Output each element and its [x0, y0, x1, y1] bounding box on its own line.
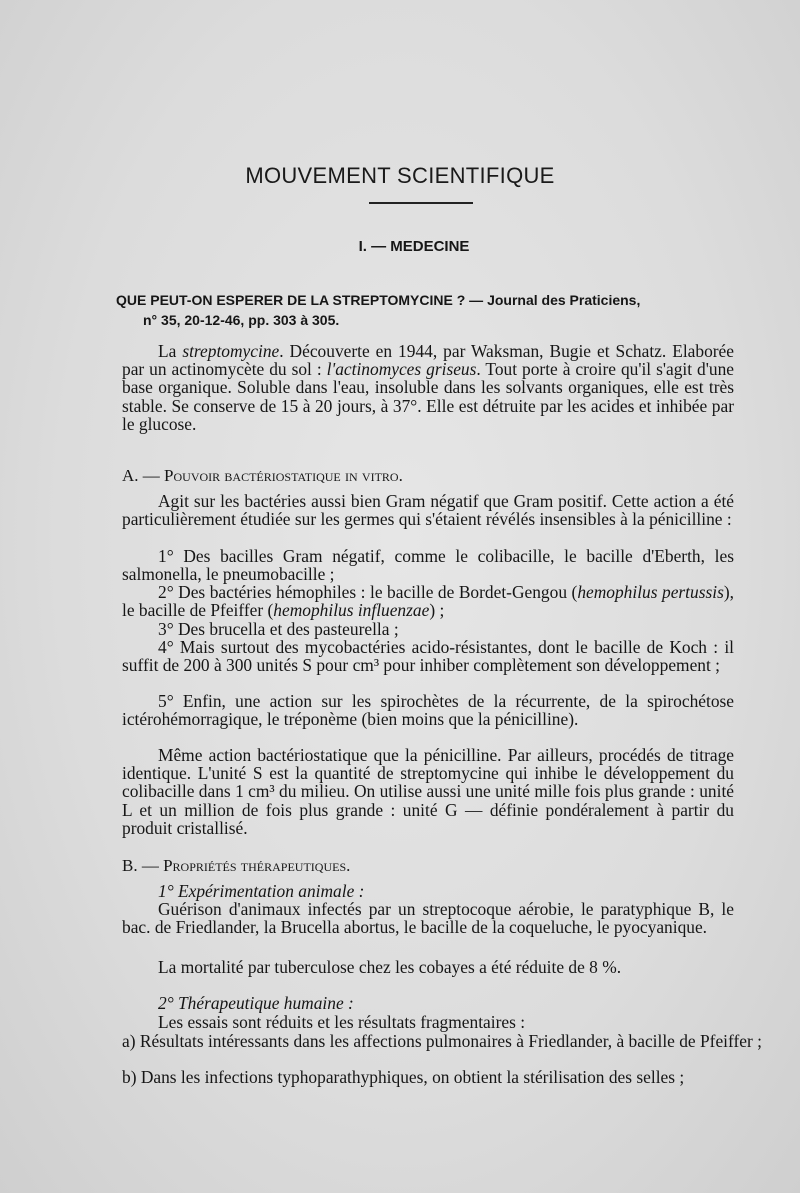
- item-2-italic-2: hemophilus influenzae: [273, 600, 430, 621]
- sub-2-title: 2° Thérapeutique humaine :: [158, 993, 354, 1013]
- section-b-sub-2: [122, 994, 734, 1012]
- intro-end: . Tout porte à croire qu'il s'agit d'une base organique. Soluble dans l'eau, insoluble dans les solvants organiques, elle est très stable. Se conserve de 15 à 20 jours, à 37°. Elle est détruite par les acides et inhibée par le glucose.: [122, 359, 734, 434]
- sub-1-title: 1° Expérimentation animale :: [158, 881, 365, 901]
- title-divider: [369, 202, 473, 204]
- item-2-start: 2° Des bactéries hémophiles : le bacille de Bordet-Gengou (: [158, 582, 578, 602]
- page-title: MOUVEMENT SCIENTIFIQUE: [245, 163, 555, 188]
- reference-journal: Journal des Praticiens,: [487, 292, 641, 308]
- item-2-end: ) ;: [429, 600, 445, 621]
- section-a-conclusion: Même action bactériostatique que la pénicilline. Par ailleurs, procédés de titrage identique. L'unité S est la quantité de streptomycine qui inhibe le développement du colibacille dans 1 cm³ du milieu. On utilise aussi une unité mille fois plus grande : unité L et un million de fois plus grande : unité G — définie pondéralement à partir du produit cristallisé.: [122, 745, 734, 838]
- reference-title: QUE PEUT-ON ESPERER DE LA STREPTOMYCINE ?: [116, 292, 466, 308]
- section-b-sub-1: [122, 882, 734, 900]
- item-2-italic-1: hemophilus pertussis: [577, 582, 724, 602]
- item-2-middle: ), le bacille de Pfeiffer (: [122, 582, 734, 621]
- intro-term: streptomycine: [182, 341, 280, 361]
- section-b-sub-1-text: Guérison d'animaux infectés par un streptocoque aérobie, le paratyphique B, le bac. de Friedlander, la Brucella abortus, le bacille de la coqueluche, le pyocyanique.: [122, 899, 734, 938]
- section-a-item-5: 5° Enfin, une action sur les spirochètes de la récurrente, de la spirochétose ictérohémorragique, le tréponème (bien moins que la pénicilline).: [122, 691, 734, 730]
- article-reference: [116, 290, 796, 330]
- section-b-heading: [122, 857, 734, 875]
- section-b-prefix: B. —: [122, 856, 164, 875]
- section-b-sub-2-text: Les essais sont réduits et les résultats fragmentaires :: [158, 1012, 526, 1032]
- section-a-item-4: 4° Mais surtout des mycobactéries acido-résistantes, dont le bacille de Koch : il suffit de 200 à 300 unités S pour cm³ pour inhiber complètement son développement ;: [122, 637, 734, 676]
- section-a-item-1: 1° Des bacilles Gram négatif, comme le colibacille, le bacille d'Eberth, les salmonella, le pneumobacille ;: [122, 546, 734, 585]
- section-b-title: Propriétés thérapeutiques.: [163, 856, 351, 875]
- intro-start: La: [158, 341, 183, 361]
- reference-issue: n° 35, 20-12-46, pp. 303 à 305.: [143, 312, 340, 328]
- section-a-intro: Agit sur les bactéries aussi bien Gram négatif que Gram positif. Cette action a été particulièrement étudiée sur les germes qui s'étaient révélés insensibles à la pénicilline :: [122, 491, 734, 530]
- intro-organism: l'actinomyces griseus: [326, 359, 477, 380]
- section-a-item-2: [122, 583, 734, 619]
- section-b-mortality: La mortalité par tuberculose chez les cobayes a été réduite de 8 %.: [158, 957, 622, 977]
- section-a-heading: [122, 467, 734, 485]
- section-heading: I. — MEDECINE: [358, 238, 470, 255]
- section-a-item-3: 3° Des brucella et des pasteurella ;: [158, 619, 399, 639]
- intro-middle: . Découverte en 1944, par Waksman, Bugie et Schatz. Elaborée par un actinomycète du sol :: [122, 341, 734, 380]
- section-b-item-a: a) Résultats intéressants dans les affections pulmonaires à Friedlander, à bacille de Pfeiffer ;: [122, 1031, 762, 1051]
- intro-paragraph: [122, 342, 734, 433]
- section-b-item-b: b) Dans les infections typhoparathyphiques, on obtient la stérilisation des selles ;: [122, 1067, 685, 1087]
- section-a-prefix: A. —: [122, 466, 165, 485]
- section-a-title: Pouvoir bactériostatique in vitro.: [164, 466, 403, 485]
- reference-dash: —: [465, 292, 488, 308]
